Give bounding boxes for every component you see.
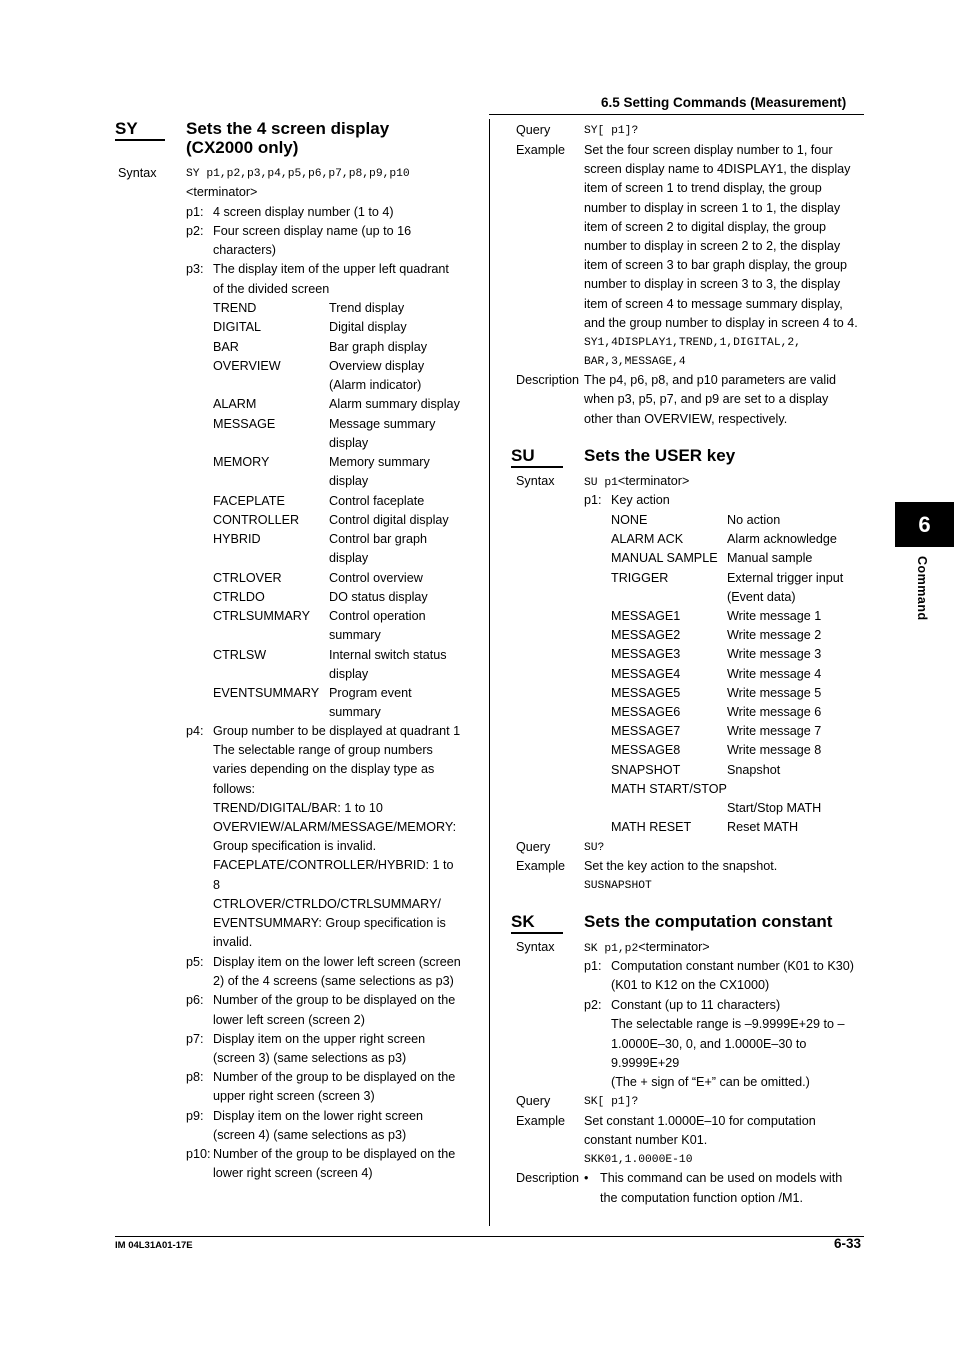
sy-option-desc: summary	[329, 628, 381, 643]
sy-p2-key: p2:	[186, 224, 204, 238]
running-header: 6.5 Setting Commands (Measurement)	[601, 95, 847, 110]
sk-syntax-cmd: SK p1,p2	[584, 943, 639, 955]
su-option-desc: Start/Stop MATH	[727, 801, 822, 815]
sy-example-cmd1: SY1,4DISPLAY1,TREND,1,DIGITAL,2,	[584, 337, 801, 349]
sy-option-key: CTRLOVER	[213, 570, 282, 585]
su-title: Sets the USER key	[584, 446, 736, 465]
su-option-desc: Write message 6	[727, 705, 822, 719]
sy-option-key: DIGITAL	[213, 320, 262, 335]
sy-example-line: item of screen 4 to message summary display,	[584, 296, 843, 311]
su-syntax-term: <terminator>	[617, 474, 690, 488]
sy-option-desc: Control operation	[329, 609, 426, 623]
sy-example-cmd2: BAR,3,MESSAGE,4	[584, 356, 686, 368]
sk-p1-key: p1:	[584, 959, 602, 973]
sy-desc-label: Description	[516, 373, 579, 387]
sy-query-label: Query	[516, 123, 551, 137]
footer-page-number: 6-33	[834, 1236, 862, 1251]
sy-p3-text: The display item of the upper left quadrant	[213, 262, 449, 276]
sy-desc-line: when p3, p5, p7, and p9 are set to a display	[584, 392, 829, 407]
sk-p1-text2: (K01 to K12 on the CX1000)	[611, 978, 770, 992]
sy-option-desc: display	[329, 666, 369, 681]
sy-option-key: HYBRID	[213, 532, 261, 546]
sk-p1-text: Computation constant number (K01 to K30)	[611, 959, 854, 973]
sk-p2-key: p2:	[584, 998, 602, 1012]
sy-p7-line: Display item on the upper right screen	[213, 1031, 426, 1046]
sy-option-desc: display	[329, 551, 369, 566]
su-option-desc: Write message 7	[727, 724, 822, 739]
sk-desc-text1: This command can be used on models with	[600, 1171, 843, 1185]
sy-option-desc: Internal switch status	[329, 647, 447, 662]
sk-title: Sets the computation constant	[584, 912, 833, 931]
sy-p4-line: TREND/DIGITAL/BAR: 1 to 10	[213, 800, 383, 815]
sy-option-key: FACEPLATE	[213, 493, 285, 508]
sy-example-line: item of screen 1 to trend display, the group	[584, 181, 822, 196]
sy-option-key: MESSAGE	[213, 416, 276, 431]
sy-example-line: screen display name to 4DISPLAY1, the display	[584, 162, 851, 177]
sy-syntax-cmd: SY p1,p2,p3,p4,p5,p6,p7,p8,p9,p10	[186, 168, 410, 180]
sy-p5-line: Display item on the lower left screen (screen	[213, 955, 461, 969]
sy-p8-line: upper right screen (screen 3)	[213, 1089, 375, 1104]
su-option-key: TRIGGER	[611, 570, 669, 585]
sk-p2-line: 1.0000E–30, 0, and 1.0000E–30 to	[611, 1036, 807, 1051]
sy-p2-text2: characters)	[213, 243, 276, 257]
sy-example-line: and the group number to display in screen 4 to 4.	[584, 315, 858, 330]
sy-syntax-label: Syntax	[118, 166, 157, 180]
sy-p3-key: p3:	[186, 262, 204, 276]
sk-example-text1: Set constant 1.0000E–10 for computation	[584, 1114, 816, 1128]
sy-p6-key: p6:	[186, 993, 204, 1008]
su-option-key: MESSAGE4	[611, 666, 681, 681]
sy-option-desc: Message summary	[329, 416, 436, 431]
su-p1-key: p1:	[584, 493, 602, 507]
sy-option-desc: Control overview	[329, 570, 423, 585]
sy-p8-line: Number of the group to be displayed on the	[213, 1070, 456, 1085]
footer-rule	[115, 1236, 864, 1237]
su-syntax-label: Syntax	[516, 474, 555, 488]
sy-option-key: ALARM	[213, 397, 257, 412]
sy-option-key: CTRLSUMMARY	[213, 609, 311, 623]
footer-doc-id: IM 04L31A01-17E	[115, 1240, 193, 1251]
sk-syntax-label: Syntax	[516, 940, 555, 954]
sy-p10-key: p10:	[186, 1147, 211, 1161]
sy-option-desc: display	[329, 435, 369, 450]
sy-p9-key: p9:	[186, 1108, 204, 1123]
su-option-key: MESSAGE2	[611, 628, 681, 643]
sy-p6-line: Number of the group to be displayed on the	[213, 993, 456, 1008]
sk-desc-label: Description	[516, 1171, 579, 1185]
sy-title-line1: Sets the 4 screen display	[186, 119, 390, 138]
sk-p2-line: Constant (up to 11 characters)	[611, 998, 781, 1012]
sk-example-cmd: SKK01,1.0000E-10	[584, 1154, 693, 1166]
sy-option-key: CTRLSW	[213, 647, 267, 662]
su-option-desc: Write message 8	[727, 743, 822, 758]
sy-p10-line: Number of the group to be displayed on the	[213, 1147, 456, 1161]
sy-p4-line: OVERVIEW/ALARM/MESSAGE/MEMORY:	[213, 820, 457, 834]
sy-option-desc: (Alarm indicator)	[329, 378, 422, 392]
su-option-key: MESSAGE8	[611, 743, 681, 758]
sy-p4-line: 8	[213, 877, 221, 892]
su-query-label: Query	[516, 840, 551, 854]
sy-desc-line: other than OVERVIEW, respectively.	[584, 411, 788, 426]
su-code: SU	[511, 446, 535, 465]
su-option-desc: Write message 2	[727, 628, 822, 643]
su-option-desc: Reset MATH	[727, 820, 799, 835]
su-option-desc: Manual sample	[727, 551, 813, 566]
sy-example-line: item of screen 2 to digital display, the group	[584, 219, 826, 234]
sk-syntax-term: <terminator>	[638, 940, 710, 954]
su-option-key: MESSAGE1	[611, 609, 681, 623]
sy-option-key: TREND	[213, 301, 257, 315]
sy-p4-line: invalid.	[213, 935, 253, 950]
su-code-underline	[511, 466, 563, 468]
sy-p4-key: p4:	[186, 724, 204, 738]
su-option-desc: No action	[727, 513, 781, 527]
sy-p9-line: (screen 4) (same selections as p3)	[213, 1127, 407, 1142]
su-option-desc: Write message 1	[727, 609, 822, 623]
sy-code: SY	[115, 119, 138, 138]
sy-option-desc: Memory summary	[329, 455, 430, 469]
sy-option-desc: Control bar graph	[329, 532, 428, 546]
sy-option-key: CTRLDO	[213, 589, 265, 604]
sy-p5-line: 2) of the 4 screens (same selections as p3)	[213, 974, 454, 989]
sy-option-desc: Control digital display	[329, 512, 449, 527]
sk-example-text2: constant number K01.	[584, 1133, 708, 1147]
sy-p6-line: lower left screen (screen 2)	[213, 1012, 365, 1027]
sy-desc-line: The p4, p6, p8, and p10 parameters are valid	[584, 373, 837, 387]
su-p1-text: Key action	[611, 493, 670, 507]
sy-p9-line: Display item on the lower right screen	[213, 1108, 423, 1123]
su-option-desc: (Event data)	[727, 589, 796, 604]
sy-example-line: number to display in screen 1 to 1, the display	[584, 200, 841, 215]
sy-p1-key: p1:	[186, 205, 204, 219]
sy-p7-line: (screen 3) (same selections as p3)	[213, 1051, 407, 1065]
su-option-key: MESSAGE7	[611, 724, 681, 739]
su-example-label: Example	[516, 859, 565, 873]
sy-option-desc: Overview display	[329, 358, 425, 373]
su-option-key: MESSAGE5	[611, 685, 681, 700]
su-option-key: MESSAGE6	[611, 705, 681, 719]
sy-option-desc: Bar graph display	[329, 339, 428, 354]
sy-option-desc: summary	[329, 705, 381, 720]
sy-option-desc: DO status display	[329, 589, 428, 604]
sy-p7-key: p7:	[186, 1031, 204, 1046]
sy-p4-line: varies depending on the display type as	[213, 762, 435, 777]
sk-syntax	[584, 938, 710, 959]
sy-option-desc: Control faceplate	[329, 493, 425, 508]
su-option-desc: Write message 3	[727, 647, 822, 662]
sy-query: SY[ p1]?	[584, 125, 639, 137]
su-option-desc: Alarm acknowledge	[727, 532, 837, 547]
sk-code-underline	[511, 932, 563, 934]
sy-option-key: BAR	[213, 339, 239, 354]
su-option-key: NONE	[611, 513, 648, 527]
sk-code: SK	[511, 912, 535, 931]
sy-option-desc: Trend display	[329, 301, 405, 315]
sy-p4-line: CTRLOVER/CTRLDO/CTRLSUMMARY/	[213, 896, 441, 911]
sy-example-line: number to display in screen 2 to 2, the display	[584, 239, 841, 253]
sy-option-desc: Alarm summary display	[329, 397, 460, 412]
su-option-key: MATH RESET	[611, 820, 692, 835]
sk-example-label: Example	[516, 1114, 565, 1128]
sy-example-label: Example	[516, 143, 565, 157]
su-query: SU?	[584, 842, 605, 854]
sk-query-label: Query	[516, 1094, 551, 1108]
sy-example-line: number to display in screen 3 to 3, the display	[584, 277, 841, 292]
sk-p2-line: (The + sign of “E+” can be omitted.)	[611, 1075, 810, 1090]
sk-query: SK[ p1]?	[584, 1096, 639, 1108]
su-option-desc: Write message 5	[727, 685, 822, 700]
sy-example-line: Set the four screen display number to 1, four	[584, 143, 833, 157]
column-divider	[489, 119, 490, 1226]
sy-title-line2: (CX2000 only)	[186, 138, 299, 157]
sy-option-desc: display	[329, 474, 369, 489]
su-option-key: MANUAL SAMPLE	[611, 551, 718, 566]
sy-p4-line: Group specification is invalid.	[213, 839, 377, 854]
su-option-key: MATH START/STOP	[611, 781, 727, 796]
su-syntax	[584, 472, 689, 493]
chapter-tab: 6	[895, 502, 954, 547]
sy-syntax-term: <terminator>	[186, 185, 258, 199]
sy-p4-line: FACEPLATE/CONTROLLER/HYBRID: 1 to	[213, 858, 454, 873]
sy-option-key: OVERVIEW	[213, 358, 281, 373]
sy-option-desc: Program event	[329, 686, 412, 700]
su-example-text: Set the key action to the snapshot.	[584, 859, 778, 873]
sy-option-key: EVENTSUMMARY	[213, 686, 320, 700]
sk-desc-text2: the computation function option /M1.	[600, 1191, 804, 1205]
su-option-key: ALARM ACK	[611, 532, 684, 547]
sy-p2-text: Four screen display name (up to 16	[213, 224, 412, 238]
sy-p8-key: p8:	[186, 1070, 204, 1085]
sy-p5-key: p5:	[186, 955, 204, 969]
sy-option-key: MEMORY	[213, 455, 270, 469]
sy-example-line: item of screen 3 to bar graph display, the group	[584, 258, 847, 273]
su-option-key: MESSAGE3	[611, 647, 681, 662]
sy-p1-text: 4 screen display number (1 to 4)	[213, 205, 394, 219]
sy-p4-line: The selectable range of group numbers	[213, 743, 433, 758]
su-option-desc: Write message 4	[727, 666, 822, 681]
sy-code-underline	[115, 139, 165, 141]
header-rule	[489, 114, 864, 115]
su-example-cmd: SUSNAPSHOT	[584, 880, 652, 892]
chapter-label: Command	[915, 556, 929, 621]
sy-option-desc: Digital display	[329, 320, 407, 335]
sk-p2-line: The selectable range is –9.9999E+29 to –	[611, 1017, 845, 1032]
su-option-desc: Snapshot	[727, 762, 781, 777]
sy-p4-line: EVENTSUMMARY: Group specification is	[213, 916, 446, 930]
sy-p4-line: follows:	[213, 781, 255, 796]
sy-p3-text2: of the divided screen	[213, 282, 330, 296]
sy-p4-line: Group number to be displayed at quadrant 1	[213, 724, 461, 738]
sk-p2-line: 9.9999E+29	[611, 1055, 680, 1070]
su-option-key: SNAPSHOT	[611, 762, 681, 777]
su-syntax-cmd: SU p1	[584, 477, 618, 489]
su-option-desc: External trigger input	[727, 570, 844, 585]
sy-p10-line: lower right screen (screen 4)	[213, 1166, 373, 1181]
sy-option-key: CONTROLLER	[213, 512, 300, 527]
sk-desc-bullet: •	[584, 1171, 589, 1185]
